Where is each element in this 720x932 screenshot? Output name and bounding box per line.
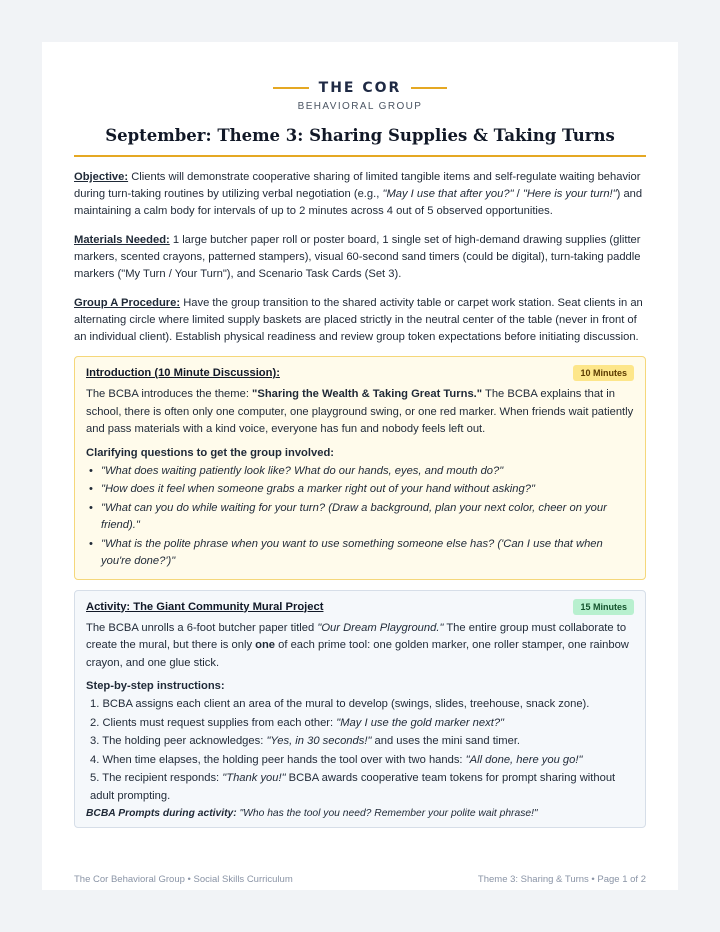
step-text: The holding peer acknowledges: (99, 735, 267, 747)
steps-list (86, 696, 634, 805)
question-text: "What is the polite phrase when you want to use something someone else has? ('Can I use that when you're done?')" (101, 537, 603, 567)
materials-label: Materials Needed: (74, 234, 170, 246)
footer-right: Theme 3: Sharing & Turns • Page 1 of 2 (477, 874, 646, 885)
question-text: "How does it feel when someone grabs a marker right out of your hand without asking?" (101, 483, 535, 495)
activity-title: Activity: The Giant Community Mural Project (86, 600, 324, 613)
activity-text-1: The BCBA unrolls a 6-foot butcher paper titled (86, 621, 318, 634)
introduction-box (74, 356, 646, 580)
objective-label: Objective: (74, 171, 129, 183)
questions-list (86, 463, 634, 571)
bcba-prompts (86, 808, 634, 819)
bullet-icon: • (89, 501, 93, 514)
activity-text-3: of each prime tool: one golden marker, one roller stamper, one rainbow crayon, and one glue stick. (86, 639, 629, 669)
list-item (86, 500, 634, 535)
objective-paragraph (74, 169, 646, 220)
introduction-title: Introduction (10 Minute Discussion): (86, 367, 280, 379)
brand-header (74, 42, 646, 112)
objective-separator: / (513, 188, 523, 200)
intro-theme: "Sharing the Wealth & Taking Great Turns." (252, 388, 483, 400)
list-item (86, 715, 634, 733)
list-item (86, 536, 634, 571)
prompts-text: "Who has the tool you need? Remember your polite wait phrase!" (236, 808, 538, 819)
procedure-text: Have the group transition to the shared activity table or carpet work station. Seat clients in an alternating circle where limited supply baskets are placed strictly in the neutral center of the table (never in front of an individual client). Establish physical readiness and review group token expectations before initiating discussion. (74, 297, 643, 343)
step-text: The recipient responds: (99, 772, 223, 784)
step-number: 4. (90, 753, 100, 766)
list-item (86, 463, 634, 481)
step-number: 1. (90, 698, 100, 710)
activity-box (74, 590, 646, 829)
bullet-icon: • (89, 483, 93, 495)
step-quote: "Thank you!" (222, 772, 286, 784)
brand-rule-left (273, 87, 309, 89)
introduction-duration-badge: 10 Minutes (573, 365, 634, 381)
brand-rule-right (411, 87, 447, 89)
objective-quote-2: "Here is your turn!" (522, 188, 617, 200)
questions-heading: Clarifying questions to get the group involved: (86, 446, 334, 459)
step-after: BCBA awards cooperative team tokens for prompt sharing without adult prompting. (90, 772, 616, 802)
intro-text-2: The BCBA explains that in school, there is often only one computer, one playground swing, or one red marker. When friends wait patiently and pass materials with a kind voice, everyone has fun and nobody feels left out. (86, 388, 634, 435)
activity-text-2: The entire group must collaborate to create the mural, but there is only (86, 621, 627, 651)
procedure-label: Group A Procedure: (74, 297, 181, 309)
activity-mural-title: "Our Dream Playground." (317, 621, 444, 634)
step-quote: "May I use the gold marker next?" (336, 716, 505, 729)
question-text: "What does waiting patiently look like? What do our hands, eyes, and mouth do?" (101, 464, 504, 477)
objective-text-1: Clients will demonstrate cooperative sharing of limited tangible items and self-regulate waiting behavior during turn-taking routines by utilizing verbal negotiation (e.g., (74, 171, 641, 200)
step-number: 3. (90, 735, 100, 747)
page-title: September: Theme 3: Sharing Supplies & Taking Turns (74, 126, 646, 157)
steps-heading: Step-by-step instructions: (86, 680, 225, 692)
activity-one: one (255, 639, 276, 651)
prompts-label: BCBA Prompts during activity: (86, 808, 237, 819)
activity-text (86, 620, 634, 673)
step-number: 2. (90, 716, 100, 729)
objective-quote-1: "May I use that after you?" (382, 188, 514, 200)
step-text: BCBA assigns each client an area of the mural to develop (swings, slides, treehouse, snack zone). (99, 698, 590, 710)
page-footer (74, 874, 646, 885)
list-item (86, 770, 634, 805)
list-item (86, 733, 634, 751)
step-number: 5. (90, 772, 100, 784)
step-text: Clients must request supplies from each other: (99, 716, 337, 729)
brand-name: THE COR (318, 80, 402, 96)
step-quote: "All done, here you go!" (465, 753, 583, 766)
footer-left: The Cor Behavioral Group • Social Skills Curriculum (74, 874, 293, 885)
intro-text-1: The BCBA introduces the theme: (86, 388, 253, 400)
procedure-paragraph (74, 295, 646, 346)
activity-duration-badge: 15 Minutes (573, 599, 634, 615)
bullet-icon: • (89, 537, 93, 550)
step-after: and uses the mini sand timer. (371, 735, 521, 747)
introduction-text (86, 386, 634, 439)
step-text: When time elapses, the holding peer hands the tool over with two hands: (99, 753, 466, 766)
objective-text-2: ) and maintaining a calm body for intervals of up to 2 minutes across 4 out of 5 observed opportunities. (74, 188, 643, 217)
bullet-icon: • (89, 464, 93, 477)
list-item (86, 752, 634, 770)
document-page (42, 42, 678, 890)
question-text: "What can you do while waiting for your turn? (Draw a background, plan your next color, cheer on your friend)." (101, 501, 607, 531)
list-item (86, 481, 634, 499)
list-item (86, 696, 634, 714)
materials-paragraph (74, 232, 646, 283)
materials-text: 1 large butcher paper roll or poster board, 1 single set of high-demand drawing supplies (glitter markers, scented crayons, patterned stampers), visual 60-second sand timers (could be digital), turn-taking paddle markers ("My Turn / Your Turn"), and Scenario Task Cards (Set 3). (74, 234, 641, 280)
brand-subtitle: BEHAVIORAL GROUP (297, 101, 423, 112)
step-quote: "Yes, in 30 seconds!" (266, 735, 372, 747)
